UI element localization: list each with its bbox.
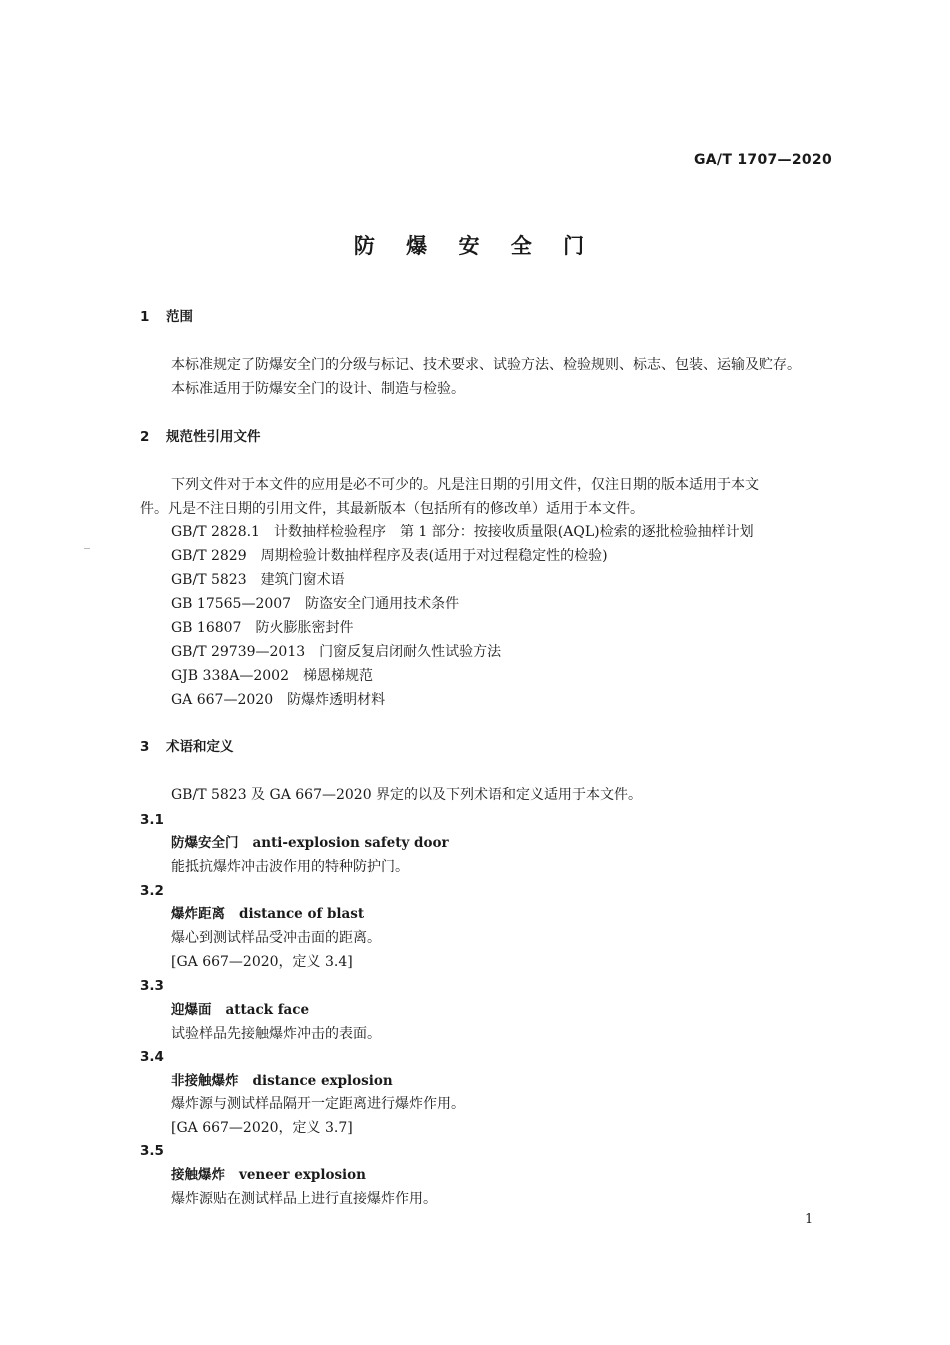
reference-item: GB/T 5823 建筑门窗术语	[171, 572, 345, 588]
paragraph: 本标准规定了防爆安全门的分级与标记、技术要求、试验方法、检验规则、标志、包装、运输及贮存。	[171, 357, 801, 373]
section-heading-refs: 2 规范性引用文件	[140, 429, 261, 445]
term-source: [GA 667—2020，定义 3.4]	[171, 954, 353, 970]
clause-number: 3.5	[140, 1143, 164, 1159]
reference-item: GB 16807 防火膨胀密封件	[171, 620, 354, 636]
reference-item: GB/T 29739—2013 门窗反复启闭耐久性试验方法	[171, 644, 502, 660]
term-entry: 爆炸距离 distance of blast	[171, 906, 365, 922]
term-definition: 爆心到测试样品受冲击面的距离。	[171, 930, 381, 946]
reference-item: GA 667—2020 防爆炸透明材料	[171, 692, 386, 708]
term-definition: 试验样品先接触爆炸冲击的表面。	[171, 1026, 381, 1042]
term-definition: 爆炸源与测试样品隔开一定距离进行爆炸作用。	[171, 1096, 465, 1112]
reference-item: GJB 338A—2002 梯恩梯规范	[171, 668, 373, 684]
paragraph: 本标准适用于防爆安全门的设计、制造与检验。	[171, 381, 465, 397]
page-number: 1	[805, 1212, 814, 1227]
clause-number: 3.4	[140, 1049, 164, 1065]
section-heading-scope: 1 范围	[140, 309, 193, 325]
clause-number: 3.1	[140, 812, 164, 828]
term-definition: 爆炸源贴在测试样品上进行直接爆炸作用。	[171, 1191, 437, 1207]
standard-number: GA/T 1707—2020	[694, 152, 832, 168]
clause-number: 3.3	[140, 978, 164, 994]
document-title: 防 爆 安 全 门	[353, 234, 597, 258]
term-definition: 能抵抗爆炸冲击波作用的特种防护门。	[171, 859, 409, 875]
reference-item: GB/T 2829 周期检验计数抽样程序及表(适用于对过程稳定性的检验)	[171, 548, 608, 564]
term-entry: 迎爆面 attack face	[171, 1002, 310, 1018]
term-entry: 非接触爆炸 distance explosion	[171, 1073, 393, 1089]
reference-item: GB/T 2828.1 计数抽样检验程序 第 1 部分：按接收质量限(AQL)检索的逐批检验抽样计划	[171, 524, 754, 540]
clause-number: 3.2	[140, 883, 164, 899]
paragraph: 件。凡是不注日期的引用文件，其最新版本（包括所有的修改单）适用于本文件。	[140, 501, 644, 517]
term-source: [GA 667—2020，定义 3.7]	[171, 1120, 353, 1136]
term-entry: 接触爆炸 veneer explosion	[171, 1167, 366, 1183]
reference-item: GB 17565—2007 防盗安全门通用技术条件	[171, 596, 460, 612]
paragraph: 下列文件对于本文件的应用是必不可少的。凡是注日期的引用文件，仅注日期的版本适用于本文	[171, 477, 759, 493]
section-heading-terms: 3 术语和定义	[140, 739, 234, 755]
paragraph: GB/T 5823 及 GA 667—2020 界定的以及下列术语和定义适用于本文件。	[171, 787, 643, 803]
term-entry: 防爆安全门 anti-explosion safety door	[171, 835, 449, 851]
scan-speck	[84, 548, 90, 549]
